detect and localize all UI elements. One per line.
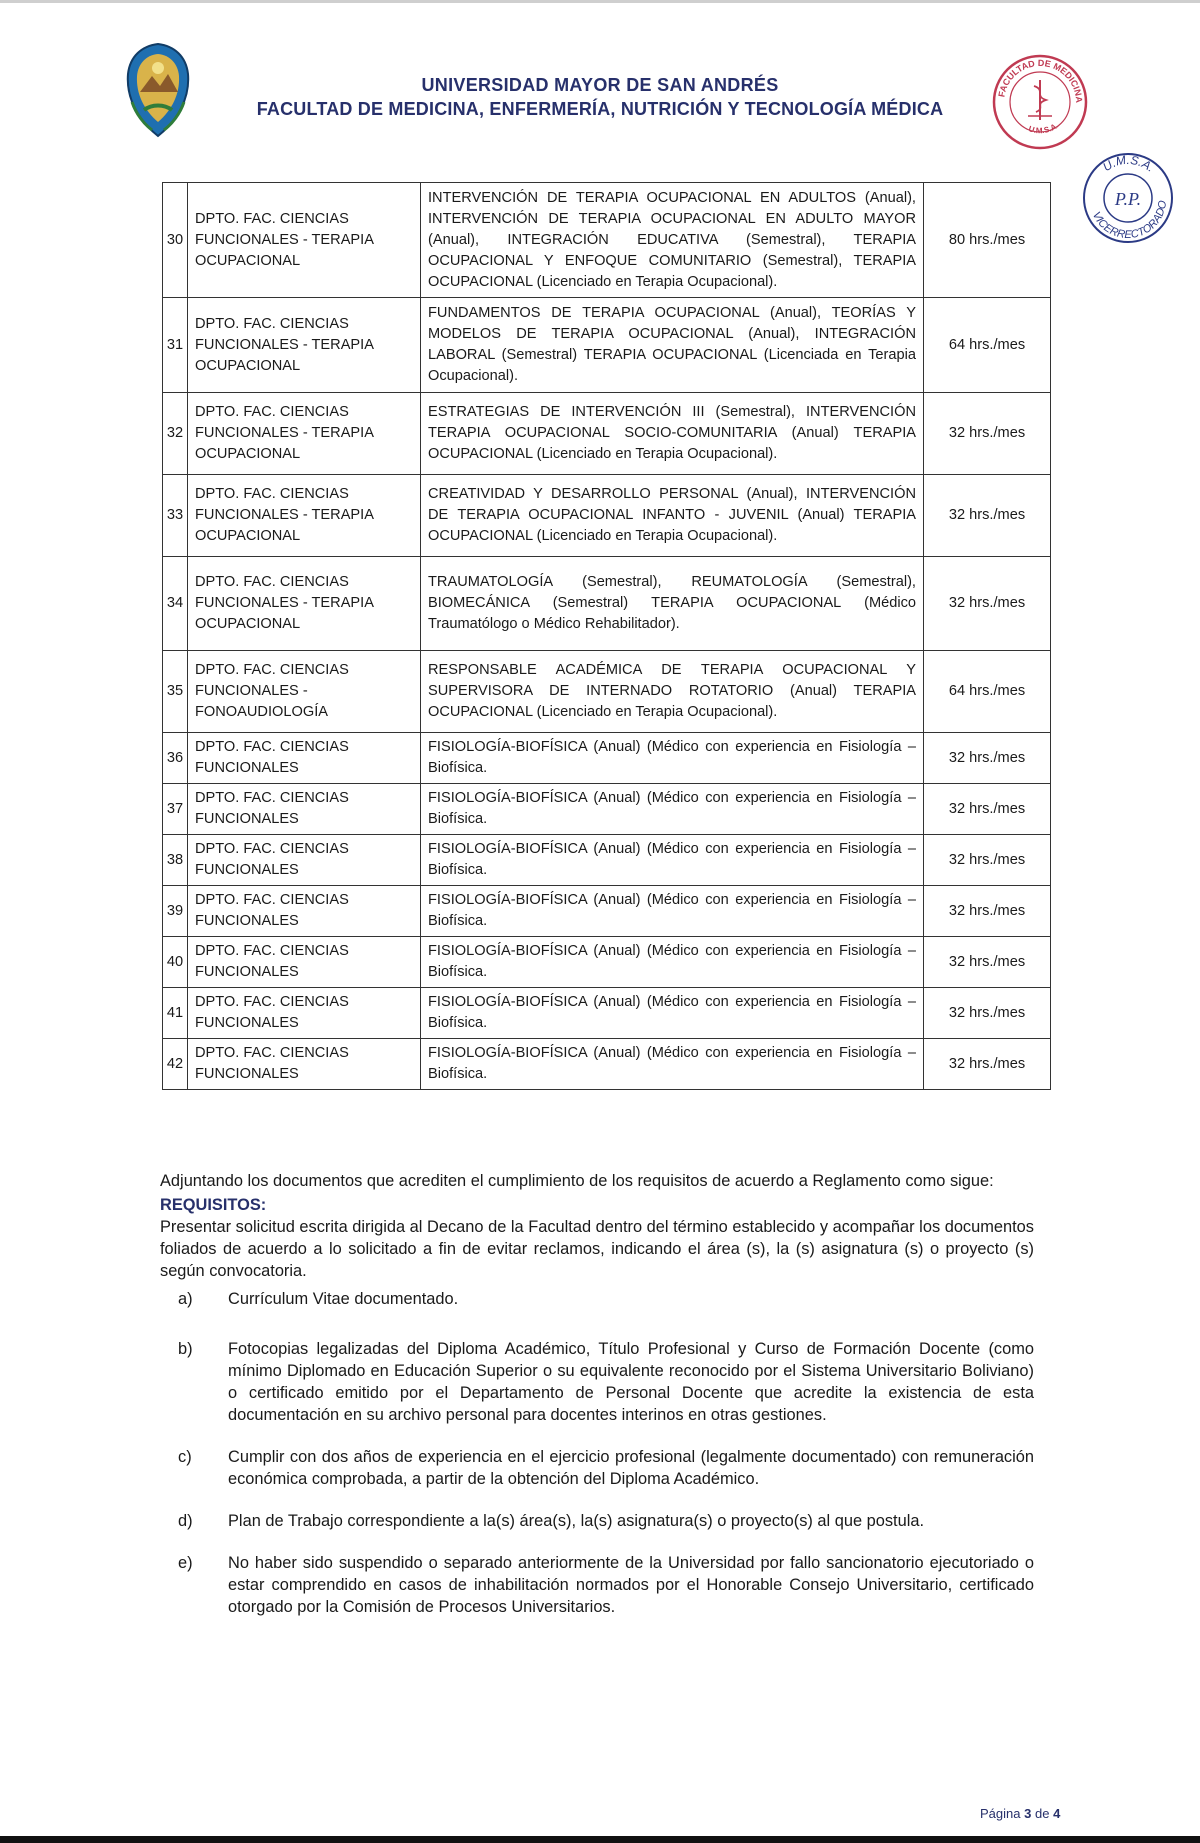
university-shield-seal-icon	[122, 40, 194, 140]
table-row	[163, 835, 1051, 886]
department-cell: DPTO. FAC. CIENCIAS FUNCIONALES - TERAPIA OCUPACIONAL	[188, 183, 421, 298]
department-cell: DPTO. FAC. CIENCIAS FUNCIONALES - TERAPIA OCUPACIONAL	[188, 393, 421, 475]
requisitos-paragraph: Presentar solicitud escrita dirigida al Decano de la Facultad dentro del término establecido y acompañar los documentos foliados de acuerdo a lo solicitado a fin de evitar reclamos, indicando el área (s), la (s) asignatura (s) o proyecto (s) según convocatoria.	[160, 1218, 1034, 1280]
page-number	[980, 1806, 1060, 1821]
table-row	[163, 988, 1051, 1039]
row-number: 39	[163, 886, 188, 937]
subjects-cell: FISIOLOGÍA-BIOFÍSICA (Anual) (Médico con experiencia en Fisiología – Biofísica.	[421, 937, 924, 988]
svg-text:U.M.S.A.	[1027, 121, 1060, 135]
intro-paragraph: Adjuntando los documentos que acrediten el cumplimiento de los requisitos de acuerdo a Reglamento como sigue:	[160, 1172, 994, 1190]
list-item	[160, 1510, 1034, 1532]
department-cell: DPTO. FAC. CIENCIAS FUNCIONALES	[188, 988, 421, 1039]
table-row	[163, 886, 1051, 937]
vicerrectorado-stamp-icon	[1068, 148, 1186, 248]
list-item-text: Cumplir con dos años de experiencia en el ejercicio profesional (legalmente documentado) con remuneración económica comprobada, a partir de la obtención del Diploma Académico.	[228, 1448, 1034, 1488]
table-row	[163, 733, 1051, 784]
faculty-of-medicine-seal-icon	[990, 52, 1090, 152]
row-number: 41	[163, 988, 188, 1039]
page-current: 3	[1024, 1806, 1032, 1821]
row-number: 36	[163, 733, 188, 784]
subjects-cell: CREATIVIDAD Y DESARROLLO PERSONAL (Anual), INTERVENCIÓN DE TERAPIA OCUPACIONAL INFANTO - JUVENIL (Anual) TERAPIA OCUPACIONAL (Licenciado en Terapia Ocupacional).	[421, 475, 924, 557]
row-number: 42	[163, 1039, 188, 1090]
svg-text:U.M.S.A.	[1100, 153, 1157, 175]
subjects-cell: FISIOLOGÍA-BIOFÍSICA (Anual) (Médico con experiencia en Fisiología – Biofísica.	[421, 1039, 924, 1090]
hours-cell: 32 hrs./mes	[924, 937, 1051, 988]
hours-cell: 32 hrs./mes	[924, 988, 1051, 1039]
stamp-ring-text: VICERRECTORADO	[1089, 199, 1170, 242]
page-label: Página	[980, 1806, 1021, 1821]
requirements-list	[160, 1288, 1034, 1618]
subjects-cell: FISIOLOGÍA-BIOFÍSICA (Anual) (Médico con experiencia en Fisiología – Biofísica.	[421, 784, 924, 835]
stamp-top-text: U.M.S.A.	[1100, 152, 1158, 175]
department-cell: DPTO. FAC. CIENCIAS FUNCIONALES - FONOAUDIOLOGÍA	[188, 651, 421, 733]
table-row	[163, 393, 1051, 475]
table-row	[163, 557, 1051, 651]
subjects-cell: FUNDAMENTOS DE TERAPIA OCUPACIONAL (Anual), TEORÍAS Y MODELOS DE TERAPIA OCUPACIONAL (Anual), INTEGRACIÓN LABORAL (Semestral) TERAPIA OCUPACIONAL (Licenciada en Terapia Ocupacional).	[421, 298, 924, 393]
list-item-text: Fotocopias legalizadas del Diploma Académico, Título Profesional y Curso de Formación Docente (como mínimo Diplomado en Educación Superior o su equivalente reconocido por el Sistema Universitario Boliviano) o certificado emitido por el Departamento de Personal Docente que acredite la existencia de esta documentación en su archivo personal para docentes interinos en otras gestiones.	[228, 1340, 1034, 1424]
row-number: 34	[163, 557, 188, 651]
row-number: 40	[163, 937, 188, 988]
hours-cell: 32 hrs./mes	[924, 557, 1051, 651]
row-number: 35	[163, 651, 188, 733]
document-header	[240, 75, 960, 120]
table-row	[163, 298, 1051, 393]
subjects-cell: FISIOLOGÍA-BIOFÍSICA (Anual) (Médico con experiencia en Fisiología – Biofísica.	[421, 988, 924, 1039]
stamp-center-text: P.P.	[1114, 189, 1142, 209]
department-cell: DPTO. FAC. CIENCIAS FUNCIONALES	[188, 835, 421, 886]
subjects-cell: FISIOLOGÍA-BIOFÍSICA (Anual) (Médico con experiencia en Fisiología – Biofísica.	[421, 733, 924, 784]
hours-cell: 32 hrs./mes	[924, 475, 1051, 557]
department-cell: DPTO. FAC. CIENCIAS FUNCIONALES	[188, 784, 421, 835]
department-cell: DPTO. FAC. CIENCIAS FUNCIONALES	[188, 1039, 421, 1090]
subjects-cell: FISIOLOGÍA-BIOFÍSICA (Anual) (Médico con experiencia en Fisiología – Biofísica.	[421, 835, 924, 886]
department-cell: DPTO. FAC. CIENCIAS FUNCIONALES	[188, 733, 421, 784]
list-item	[160, 1338, 1034, 1426]
page-total: 4	[1053, 1806, 1061, 1821]
hours-cell: 64 hrs./mes	[924, 651, 1051, 733]
row-number: 32	[163, 393, 188, 475]
subjects-cell: INTERVENCIÓN DE TERAPIA OCUPACIONAL EN ADULTOS (Anual), INTERVENCIÓN DE TERAPIA OCUPACIONAL EN ADULTO MAYOR (Anual), INTEGRACIÓN EDUCATIVA (Semestral), TERAPIA OCUPACIONAL Y ENFOQUE COMUNITARIO (Semestral), TERAPIA OCUPACIONAL (Licenciado en Terapia Ocupacional).	[421, 183, 924, 298]
subjects-cell: FISIOLOGÍA-BIOFÍSICA (Anual) (Médico con experiencia en Fisiología – Biofísica.	[421, 886, 924, 937]
positions-table	[162, 182, 1051, 1090]
subjects-cell: TRAUMATOLOGÍA (Semestral), REUMATOLOGÍA (Semestral), BIOMECÁNICA (Semestral) TERAPIA OCUPACIONAL (Médico Traumatólogo o Médico Rehabilitador).	[421, 557, 924, 651]
list-item	[160, 1446, 1034, 1490]
list-item	[160, 1552, 1034, 1618]
department-cell: DPTO. FAC. CIENCIAS FUNCIONALES - TERAPIA OCUPACIONAL	[188, 475, 421, 557]
list-item	[160, 1288, 1034, 1310]
requirements-section	[160, 1170, 1034, 1638]
hours-cell: 32 hrs./mes	[924, 1039, 1051, 1090]
list-item-letter: d)	[178, 1512, 193, 1530]
table-row	[163, 651, 1051, 733]
department-cell: DPTO. FAC. CIENCIAS FUNCIONALES	[188, 886, 421, 937]
list-item-letter: e)	[178, 1554, 193, 1572]
row-number: 37	[163, 784, 188, 835]
list-item-letter: b)	[178, 1340, 193, 1358]
table-row	[163, 475, 1051, 557]
hours-cell: 32 hrs./mes	[924, 835, 1051, 886]
list-item-text: No haber sido suspendido o separado anteriormente de la Universidad por fallo sancionatorio ejecutoriado o estar comprendido en casos de inhabilitación normados por el Honorable Consejo Universitario, certificado otorgado por la Comisión de Procesos Universitarios.	[228, 1554, 1034, 1616]
table-row	[163, 1039, 1051, 1090]
faculty-name: FACULTAD DE MEDICINA, ENFERMERÍA, NUTRICIÓN Y TECNOLOGÍA MÉDICA	[256, 99, 944, 119]
list-item-text: Currículum Vitae documentado.	[228, 1290, 459, 1308]
list-item-text: Plan de Trabajo correspondiente a la(s) área(s), la(s) asignatura(s) o proyecto(s) al que postula.	[228, 1512, 925, 1530]
row-number: 31	[163, 298, 188, 393]
row-number: 38	[163, 835, 188, 886]
hours-cell: 32 hrs./mes	[924, 733, 1051, 784]
subjects-cell: ESTRATEGIAS DE INTERVENCIÓN III (Semestral), INTERVENCIÓN TERAPIA OCUPACIONAL SOCIO-COMUNITARIA (Anual) TERAPIA OCUPACIONAL (Licenciado en Terapia Ocupacional).	[421, 393, 924, 475]
department-cell: DPTO. FAC. CIENCIAS FUNCIONALES	[188, 937, 421, 988]
row-number: 30	[163, 183, 188, 298]
requisitos-heading: REQUISITOS:	[160, 1196, 267, 1214]
list-item-letter: c)	[178, 1448, 192, 1466]
university-name: UNIVERSIDAD MAYOR DE SAN ANDRÉS	[421, 75, 779, 95]
hours-cell: 32 hrs./mes	[924, 784, 1051, 835]
scan-edge	[0, 0, 1200, 3]
table-row	[163, 937, 1051, 988]
hours-cell: 32 hrs./mes	[924, 393, 1051, 475]
hours-cell: 64 hrs./mes	[924, 298, 1051, 393]
table-row	[163, 784, 1051, 835]
scan-edge-bottom	[0, 1836, 1200, 1843]
row-number: 33	[163, 475, 188, 557]
subjects-cell: RESPONSABLE ACADÉMICA DE TERAPIA OCUPACIONAL Y SUPERVISORA DE INTERNADO ROTATORIO (Anual) TERAPIA OCUPACIONAL (Licenciado en Terapia Ocupacional).	[421, 651, 924, 733]
hours-cell: 32 hrs./mes	[924, 886, 1051, 937]
page-of: de	[1034, 1806, 1050, 1821]
department-cell: DPTO. FAC. CIENCIAS FUNCIONALES - TERAPIA OCUPACIONAL	[188, 298, 421, 393]
department-cell: DPTO. FAC. CIENCIAS FUNCIONALES - TERAPIA OCUPACIONAL	[188, 557, 421, 651]
hours-cell: 80 hrs./mes	[924, 183, 1051, 298]
table-row	[163, 183, 1051, 298]
seal-top-text: FACULTAD DE MEDICINA	[996, 57, 1085, 104]
list-item-letter: a)	[178, 1290, 193, 1308]
seal-bottom-text: U.M.S.A.	[1027, 120, 1061, 136]
